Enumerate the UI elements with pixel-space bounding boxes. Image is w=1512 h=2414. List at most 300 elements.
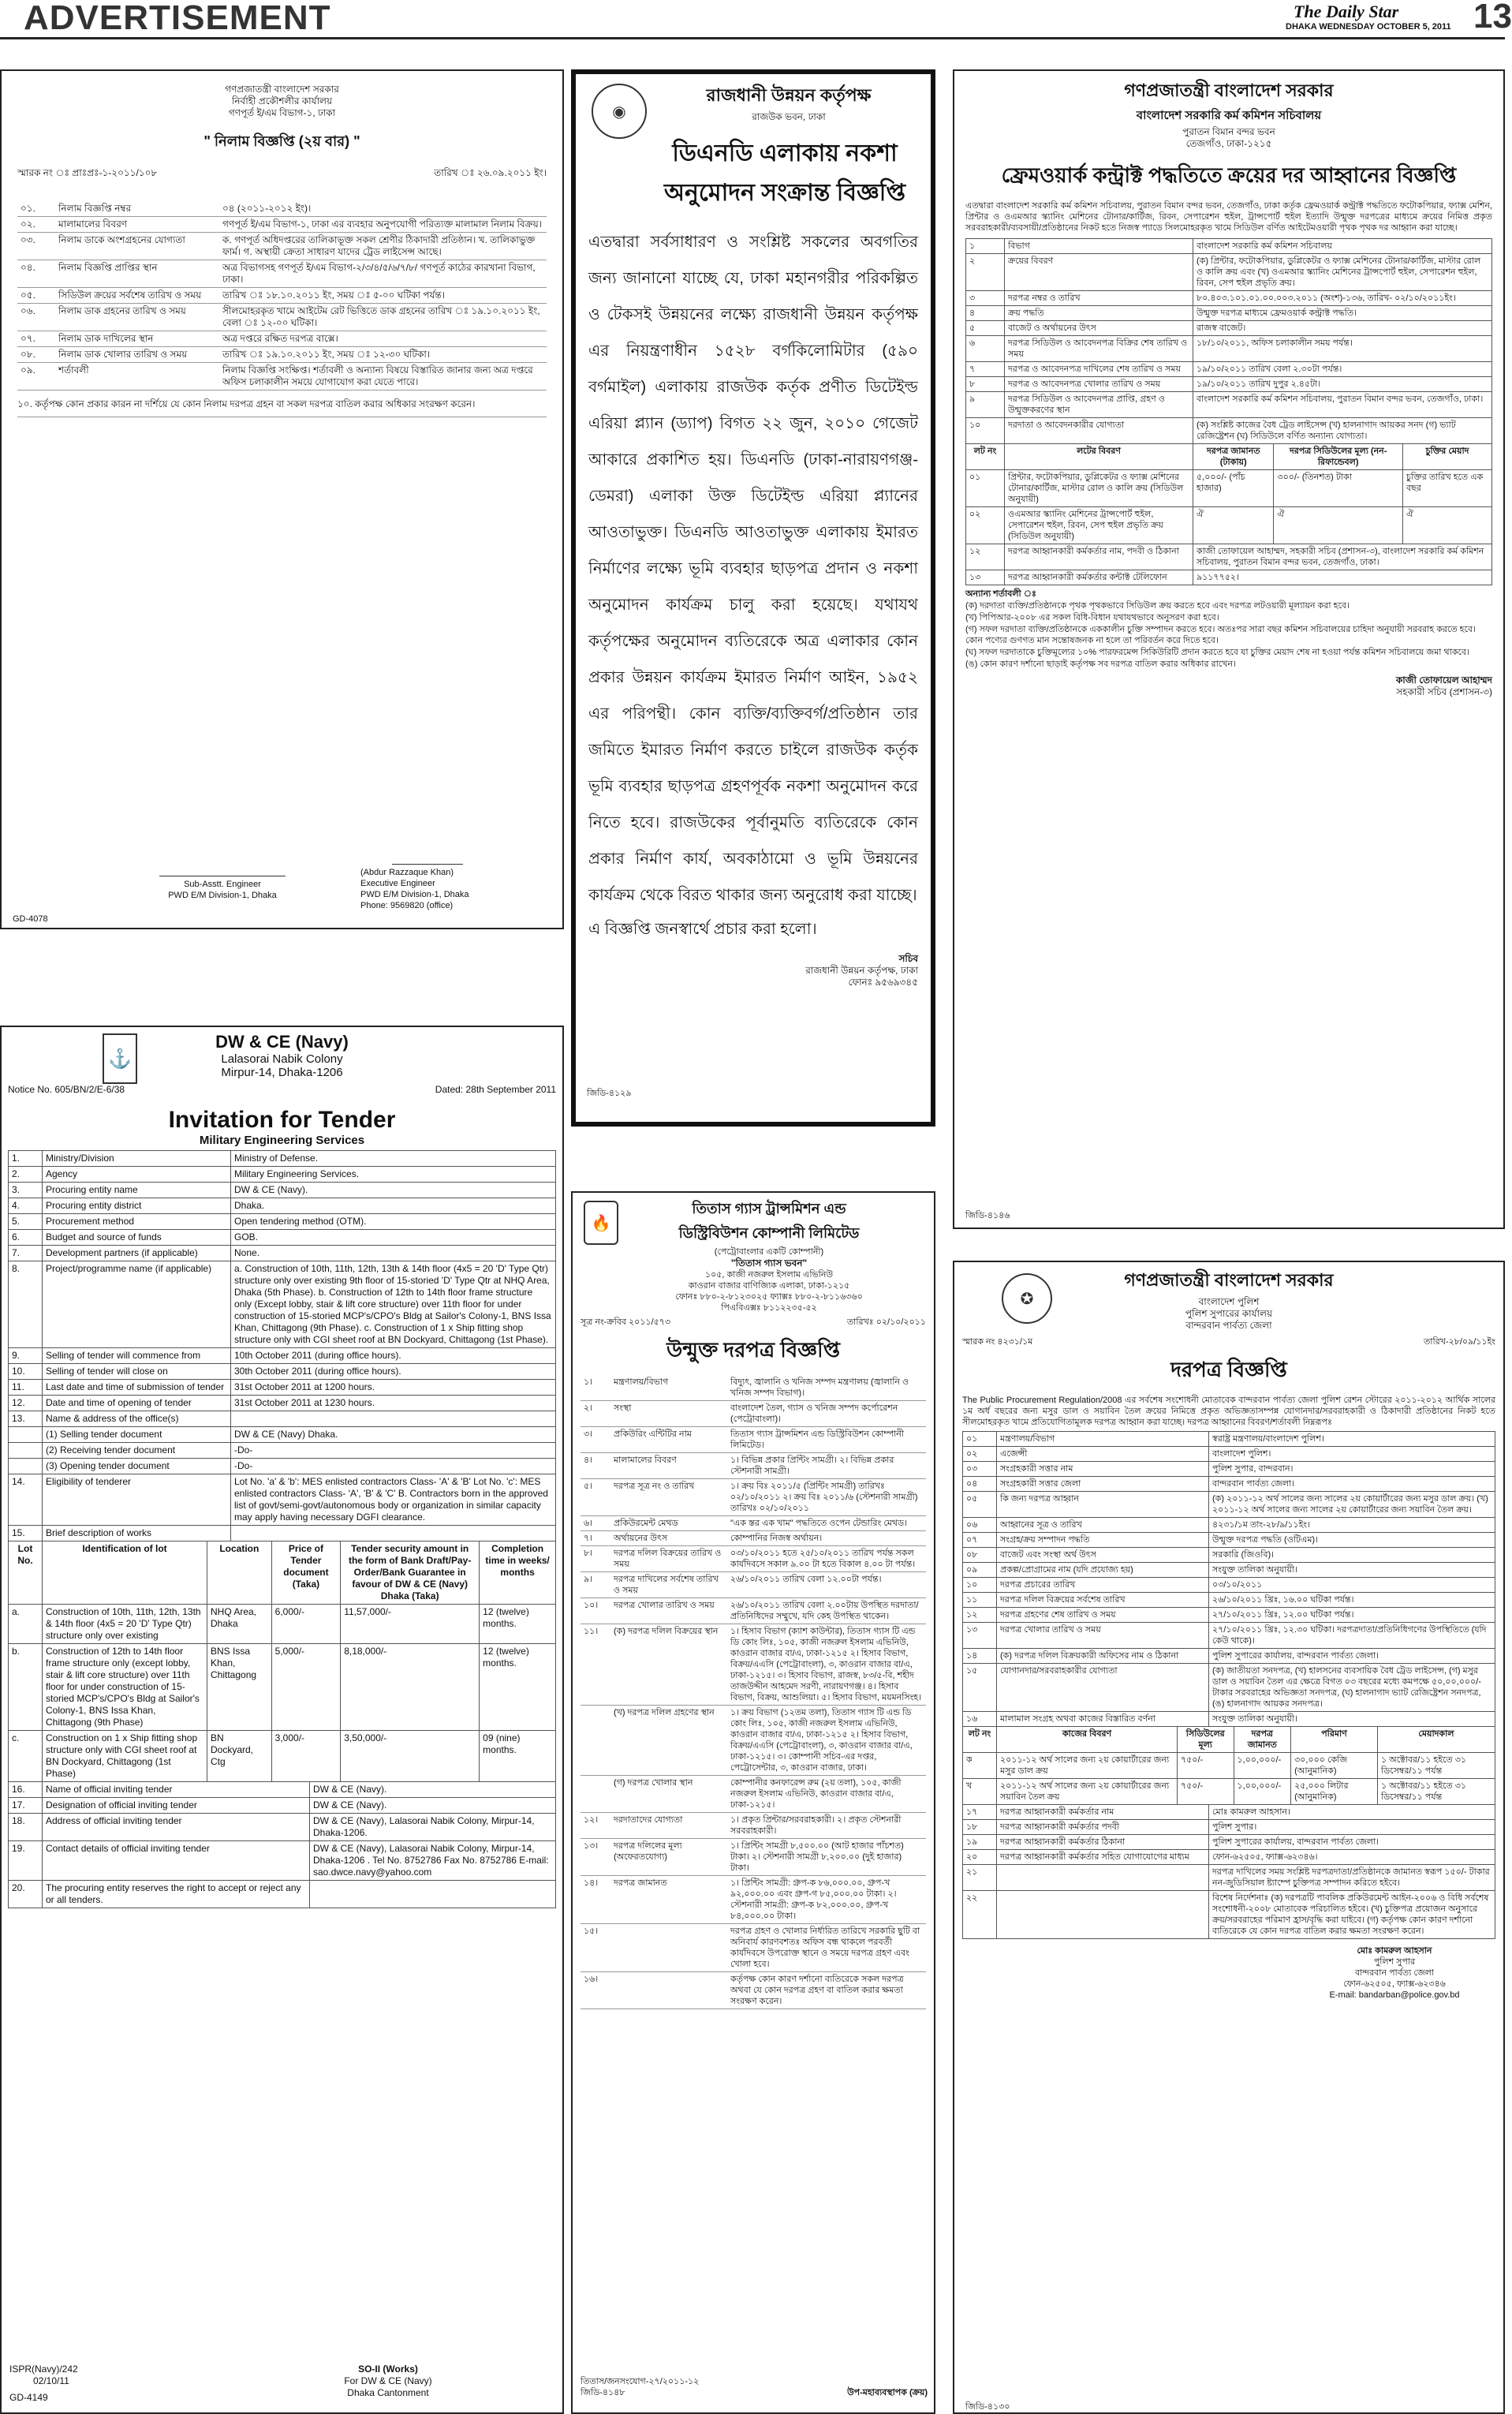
bpsc-header-line: পুরাতন বিমান বন্দর ভবন <box>1182 126 1275 137</box>
titas-row-cell: ১। প্রকৃত প্রিন্টার/সরবরাহকারী। ২। প্রকৃত স্টেশনারী সরবরাহকারী। <box>727 1813 926 1839</box>
navy-row-cell: 5. <box>9 1214 43 1230</box>
police-row <box>963 1865 1495 1891</box>
navy-lot-row-cell: Construction of 10th, 11th, 12th, 13th & 14th floor (4x5 = 20 'D' Type Qtr) structure only over existing <box>43 1605 207 1644</box>
pwd-row-cell: ০৯. <box>17 363 55 390</box>
navy-row-cell: Designation of official inviting tender <box>43 1798 310 1814</box>
bpsc-row-cell: ৩ <box>966 291 1005 306</box>
bpsc-lot-row-cell: ০১ <box>966 470 1005 507</box>
pwd-row-cell: মালামালের বিবরণ <box>55 217 219 233</box>
police-row-cell: ০৫ <box>963 1492 997 1518</box>
police-row-cell: বান্দরবান পার্বত্য জেলা। <box>1209 1477 1495 1492</box>
titas-row-cell: (গ) দরপত্র খোলার স্থান <box>610 1776 727 1813</box>
rajuk-sign-line: ফোনঃ ৯৫৬৯৩৪৫ <box>848 977 918 988</box>
police-row-cell: দরপত্র গ্রহণের শেষ তারিখ ও সময় <box>997 1608 1209 1623</box>
police-row-cell: ১৩ <box>963 1623 997 1649</box>
pwd-row-cell: নিলাম বিজ্ঞপ্তি নম্বর <box>55 201 219 217</box>
pwd-row <box>17 331 547 347</box>
navy-lot-row-cell: c. <box>9 1731 43 1782</box>
titas-row <box>581 1924 926 1972</box>
police-row-cell: দরপত্র খোলার তারিখ ও সময় <box>997 1623 1209 1649</box>
pwd-row-cell: শর্তাবলী <box>55 363 219 390</box>
police-title: দরপত্র বিজ্ঞপ্তি <box>1170 1358 1287 1381</box>
police-row <box>963 1492 1495 1518</box>
navy-row-cell: 3. <box>9 1183 43 1198</box>
titas-header-line: তিতাস গ্যাস ট্রান্সমিশন এন্ড <box>692 1201 846 1216</box>
titas-row <box>581 1813 926 1839</box>
navy-row-cell: 15. <box>9 1526 43 1541</box>
police-row-cell: যোগানদার/সরবরাহকারীর যোগ্যতা <box>997 1664 1209 1712</box>
police-row <box>963 1533 1495 1548</box>
titas-row-cell: ২৬/১০/২০১১ তারিখ বেলা ১২.০০টা পর্যন্ত। <box>727 1572 926 1598</box>
bpsc-row <box>966 321 1492 336</box>
bpsc-row-cell: বাংলাদেশ সরকারি কর্ম কমিশন সচিবালয়, পুরাতন বিমান বন্দর ভবন, তেজগাঁও, ঢাকা। <box>1193 392 1492 418</box>
navy-lot-header: Location <box>207 1541 272 1605</box>
navy-row-cell: Ministry of Defense. <box>231 1151 556 1167</box>
pwd-sign-left-line: PWD E/M Division-1, Dhaka <box>168 891 277 900</box>
titas-header-line: (পেট্রোবাংলার একটি কোম্পানী) <box>714 1247 824 1257</box>
titas-row-cell: বাংলাদেশ তৈল, গ্যাস ও খনিজ সম্পদ কর্পোরেশন (পেট্রোবাংলা)। <box>727 1401 926 1427</box>
titas-row <box>581 1776 926 1813</box>
navy-lot-row <box>9 1644 556 1731</box>
navy-row-cell: 2. <box>9 1167 43 1183</box>
titas-row-cell: ১১। <box>581 1624 610 1706</box>
bpsc-row-cell: দরদাতা ও আবেদনকারীর যোগ্যতা <box>1005 418 1193 444</box>
police-row-cell: ১৪ <box>963 1649 997 1664</box>
bpsc-term-item: (খ) পিপিআর-২০০৮ এর সকল বিধি-বিধান যথাযথভাবে অনুসরণ করা হবে। <box>965 613 1219 622</box>
navy-row-cell: Budget and source of funds <box>43 1230 231 1246</box>
titas-title: উন্মুক্ত দরপত্র বিজ্ঞপ্তি <box>666 1338 840 1362</box>
police-row <box>963 1477 1495 1492</box>
police-row-cell: ১০ <box>963 1578 997 1593</box>
signature-scribble <box>159 852 286 876</box>
pwd-row <box>17 347 547 363</box>
police-row-cell: কি জন্য দরপত্র আহ্বান <box>997 1492 1209 1518</box>
police-lot-row <box>963 1779 1495 1805</box>
titas-row <box>581 1839 926 1876</box>
bpsc-lot-row-cell: ৩০০/- (তিনশত) টাকা <box>1274 470 1402 507</box>
police-lot-table <box>962 1726 1495 1805</box>
police-lot-row-cell: ২০১১-১২ অর্থ সালের জন্য ২য় কোয়ার্টারের জন্য সয়াবিন তৈল ক্রয় <box>997 1779 1178 1805</box>
pwd-note: ১০. কর্তৃপক্ষ কোন প্রকার কারন না দর্শিয়ে যে কোন নিলাম দরপত্র গ্রহন বা সকল দরপত্র বাতিল করার অধিকার সংরক্ষণ করেন। <box>17 398 547 417</box>
police-lot-header: পরিমাণ <box>1291 1727 1378 1753</box>
navy-row-cell <box>9 1427 43 1443</box>
titas-row-cell: ১০। <box>581 1598 610 1624</box>
pwd-row-cell: ০১. <box>17 201 55 217</box>
navy-row-cell <box>231 1411 556 1427</box>
police-row-cell: ২৭/১০/২০১১ খ্রিঃ, ১২.৩০ ঘটিকা। দরপত্রদাতা/প্রতিনিধিগণের উপস্থিতিতে (যদি কেউ থাকে)। <box>1209 1623 1495 1649</box>
bpsc-row <box>966 336 1492 362</box>
navy-row <box>9 1798 556 1814</box>
police-lot-row-cell: ক <box>963 1753 997 1779</box>
navy-row-cell: DW & CE (Navy). <box>231 1183 556 1198</box>
bpsc-tender-ad <box>953 69 1505 1229</box>
navy-address: Mirpur-14, Dhaka-1206 <box>221 1066 343 1079</box>
navy-row <box>9 1198 556 1214</box>
navy-row-cell: 6. <box>9 1230 43 1246</box>
navy-title: Invitation for Tender <box>168 1107 396 1133</box>
pwd-row <box>17 260 547 288</box>
police-row-cell: ০৪ <box>963 1477 997 1492</box>
titas-row-cell: দরপত্র দলিল বিক্রয়ের তারিখ ও সময় <box>610 1546 727 1572</box>
police-row <box>963 1608 1495 1623</box>
pwd-row-cell: অত্র দপ্তরে রক্ষিত দরপত্র বাক্সে। <box>219 331 547 347</box>
rajuk-signature <box>588 953 918 988</box>
police-row-cell: ০২ <box>963 1447 997 1462</box>
police-row-cell: সংযুক্ত তালিকা অনুযায়ী। <box>1209 1712 1495 1727</box>
police-row-cell: বাংলাদেশ পুলিশ। <box>1209 1447 1495 1462</box>
pwd-header <box>17 84 547 119</box>
bpsc-row <box>966 544 1492 570</box>
navy-lot-row-cell: BN Dockyard, Ctg <box>207 1731 272 1782</box>
pwd-table <box>17 201 547 390</box>
bpsc-table-2 <box>965 544 1492 585</box>
police-lot-row-cell: খ <box>963 1779 997 1805</box>
page-number: 13 <box>1473 0 1512 36</box>
titas-row-cell <box>581 1706 610 1776</box>
bpsc-term-item: (ক) দরদাতা ব্যক্তি/প্রতিষ্ঠানকে পৃথক পৃথকভাবে সিডিউল ক্রয় করতে হবে এবং দরপত্র লটওয়ারী মূল্যায়ন করা হবে। <box>965 601 1350 611</box>
pwd-row <box>17 304 547 331</box>
pwd-row-cell: তারিখ ঃ ১৮.১০.২০১১ ইং, সময় ঃ ৫-০০ ঘটিকা পর্যন্ত। <box>219 288 547 304</box>
navy-row-cell: Lot No. 'a' & 'b': MES enlisted contractors Class- 'A' & 'B' Lot No. 'c': MES enlisted contractors Class- 'A', 'B' & 'C' B. Contractors born in the approved list of govt/semi-govt/autonomous body or organization in similar capacity may apply having necessary DGFI clearance. <box>231 1474 556 1526</box>
police-row-cell: পুলিশ সুপারের কার্যালয়, বান্দরবান পার্বত্য জেলা। <box>1209 1649 1495 1664</box>
section-title: ADVERTISEMENT <box>24 0 331 37</box>
police-row-cell: ০৬ <box>963 1518 997 1533</box>
navy-row-cell: Address of official inviting tender <box>43 1814 310 1841</box>
navy-row-cell: a. Construction of 10th, 11th, 12th, 13th & 14th floor (4x5 = 20 'D' Type Qtr) structure only over existing 9th floor of 15-storied 'D' Type Qtr at NHQ Area, Dhaka (5th Phase). b. Construction of 12th to 14th floor frame structure only (Except lobby, stair & lift core structure) over 11th floor for under construction of 15-storied MCP's/CPO's Bldg at Sailor's Colony-1, BNS Issa Khan, Chittagong (9th Phase). c. Construction of 1 x Ship fitting shop structure only with CGI sheet roof at BN Dockyard, Chittagong (1st Phase). <box>231 1261 556 1348</box>
police-row-cell: (ক) দরপত্র দলিল বিক্রয়কারী অফিসের নাম ও ঠিকানা <box>997 1649 1209 1664</box>
navy-row-cell: Selling of tender will commence from <box>43 1348 231 1364</box>
navy-lot-row-cell: 5,000/- <box>271 1644 341 1731</box>
navy-row <box>9 1411 556 1427</box>
navy-lot-row-cell: 11,57,000/- <box>341 1605 480 1644</box>
police-row-cell: ০৯ <box>963 1563 997 1578</box>
police-table-2 <box>962 1804 1495 1939</box>
navy-notice-no: Notice No. 605/BN/2/E-6/38 <box>8 1084 125 1095</box>
titas-row-cell: ৩। <box>581 1427 610 1453</box>
titas-tender-ad <box>571 1191 935 2414</box>
navy-row-cell: Procuring entity district <box>43 1198 231 1214</box>
rajuk-sign-line: রাজধানী উন্নয়ন কর্তৃপক্ষ, ঢাকা <box>805 965 918 976</box>
pwd-row-cell: ০৬. <box>17 304 55 331</box>
titas-row <box>581 1706 926 1776</box>
bpsc-row-cell: ৯ <box>966 392 1005 418</box>
bpsc-row-cell: দরপত্র সিডিউল ও আবেদনপত্র বিক্রির শেষ তারিখ ও সময় <box>1005 336 1193 362</box>
titas-row <box>581 1531 926 1546</box>
navy-sign-line: For DW & CE (Navy) <box>344 2375 432 2386</box>
navy-lot-row-cell: BNS Issa Khan, Chittagong <box>207 1644 272 1731</box>
navy-row <box>9 1261 556 1348</box>
police-row-cell: পুলিশ সুপার, বান্দরবান। <box>1209 1462 1495 1477</box>
police-table <box>962 1431 1495 1727</box>
police-row <box>963 1712 1495 1727</box>
police-sign-line: পুলিশ সুপার <box>1373 1957 1416 1967</box>
navy-row-cell <box>231 1526 556 1541</box>
navy-row <box>9 1841 556 1881</box>
titas-row-cell: ১৩। <box>581 1839 610 1876</box>
police-row-cell: প্রকল্প/প্রোগ্রামের নাম (যদি প্রযোজ্য হয়) <box>997 1563 1209 1578</box>
navy-row-cell: 31st October 2011 at 1200 hours. <box>231 1380 556 1396</box>
rajuk-notice-ad <box>571 69 935 1127</box>
police-sign-line: ফোন-৬২৫০৫, ফ্যাক্স-৬২৩৪৬ <box>1343 1979 1446 1989</box>
bpsc-sign-line: কাজী তোফায়েল আহাম্মদ <box>1395 674 1492 686</box>
police-row-cell: মোঃ কামরুল আহসান। <box>1209 1805 1495 1820</box>
titas-date: তারিখঃ ০২/১০/২০১১ <box>846 1317 926 1327</box>
bpsc-lot-row <box>966 470 1492 507</box>
rajuk-org: রাজধানী উন্নয়ন কর্তৃপক্ষ <box>706 85 872 105</box>
navy-row <box>9 1427 556 1443</box>
bpsc-code: জিডি-৪১৪৬ <box>965 1211 1010 1220</box>
navy-lot-row <box>9 1731 556 1782</box>
rajuk-address: রাজউক ভবন, ঢাকা <box>752 111 826 122</box>
titas-row-cell: ১। হিসাব বিভাগ (ক্যাশ কাউন্টার), তিতাস গ্যাস টি এন্ড ডি কোং লিঃ, ১০৫, কাজী নজরুল ইসলাম এভিনিউ, কাওরান বাজার বা/এ, ঢাকা-১২১৫ ২। হিসাব বিভাগ, বিক্রয়/এএসি (পেট্রোবাংলা), ৩, কাওরান বাজার বা/এ, ঢাকা-১২১৫। ৩। হিসাব বিভাগ, রাজস্ব, ৮৩/৫-বি, শহীদ তাজউদ্দীন আহমেদ সরণী, নারায়ণগঞ্জ। ৪। হিসাব বিভাগ, বিক্রয়, আশুলিয়া। ৫। হিসাব বিভাগ, ময়মনসিংহ। <box>727 1624 926 1706</box>
police-row-cell: (ক) জাতীয়তা সনদপত্র, (খ) হালসনের ব্যবসায়িক বৈধ ট্রেড লাইসেন্স, (গ) মসুর ডাল ও সয়াবিন তৈল এর ক্ষেত্রে বিগত ০৩ বছরের মধ্যে কমপক্ষে ৫০,০০,০০০/- টাকার সরবরাহের অভিজ্ঞতা সনদপত্র, (ঘ) হালনাগাদ ভ্যাট রেজিষ্ট্রেশন সনদপত্র, (ঙ) হালনাগাদ আয়কর সনদপত্র। <box>1209 1664 1495 1712</box>
navy-row-cell <box>310 1881 556 1908</box>
navy-row-cell: Procuring entity name <box>43 1183 231 1198</box>
police-row-cell: দরপত্র আহ্বানকারী কর্মকর্তার নাম <box>997 1805 1209 1820</box>
titas-table <box>581 1375 926 2009</box>
dateline: DHAKA WEDNESDAY OCTOBER 5, 2011 <box>1286 22 1451 32</box>
police-row-cell: ০৩ <box>963 1462 997 1477</box>
navy-lot-row-cell: 6,000/- <box>271 1605 341 1644</box>
navy-row <box>9 1230 556 1246</box>
titas-row-cell: ১। প্রিন্টিং সামগ্রী ৮,৫০০.০০ (আট হাজার পাঁচশত) টাকা। ২। স্টেশনারী সামগ্রী ৮,২০০.০০ (দুই হাজার) টাকা। <box>727 1839 926 1876</box>
navy-lot-header: Lot No. <box>9 1541 43 1605</box>
bpsc-row-cell: ৫ <box>966 321 1005 336</box>
bpsc-row-cell: ৮ <box>966 377 1005 392</box>
bpsc-row-cell: ১২ <box>966 544 1005 570</box>
navy-row <box>9 1348 556 1364</box>
navy-row-cell: DW & CE (Navy). <box>310 1798 556 1814</box>
police-row-cell: সংগ্রহকারী সত্তার জেলা <box>997 1477 1209 1492</box>
navy-lot-header: Completion time in weeks/ months <box>480 1541 556 1605</box>
navy-row-cell: Agency <box>43 1167 231 1183</box>
police-lot-row-cell: ৭৫০/- <box>1178 1753 1234 1779</box>
police-row-cell: (ক) ২০১১-১২ অর্থ সালের জন্য সালের ২য় কোয়ার্টারের জন্য মসুর ডাল ক্রয়। (খ) ২০১১-১২ অর্থ সালের জন্য সালের ২য় কোয়ার্টারের জন্য সয়াবিন তৈল ক্রয়। <box>1209 1492 1495 1518</box>
pwd-row <box>17 288 547 304</box>
bpsc-lot-row-cell: ঐ <box>1402 507 1491 544</box>
pwd-row-cell: নিলাম বিজ্ঞপ্তি সংক্ষিপ্ত। শর্তাবলী ও অন্যান্য বিষয়ে বিস্তারিত জানার জন্য অত্র দপ্তরে অফিস চলাকালীন সময়ে যোগাযোগ করা যেতে পারে। <box>219 363 547 390</box>
bpsc-row <box>966 392 1492 418</box>
police-row-cell: ২৬/১০/২০১১ খ্রিঃ, ১৬.০০ ঘটিকা পর্যন্ত। <box>1209 1593 1495 1608</box>
police-intro: The Public Procurement Regulation/2008 এর সর্বশেষ সংশোধনী মোতাবেক বান্দরবান পার্বত্য জেলা পুলিশ রেশন স্টোরের ২০১১-২০১২ আর্থিক সালের ১ম অর্ধ বছরের জন্য মসুর ডাল ও সয়াবিন তৈল ক্রয়ের নিমিত্তে প্রকৃত অভিজ্ঞতাসম্পন্ন যোগানদার/সরবরাহকারী ও ঠিকাদারী প্রতিষ্ঠানের নিকট হতে সীলমোহরকৃত খামে প্রতিযোগিতামূলক দরপত্র আহ্বান করা যাচ্ছে। দরপত্র আহ্বানের বিবরণ/শর্তাবলী নিম্নরূপঃ <box>962 1396 1495 1427</box>
titas-row-cell: ১। ক্রয় বিঃ ২০১১/৫ (প্রিন্টিং সামগ্রী) তারিখঃ ০২/১০/২০১১ ২। ক্রয় বিঃ ২০১১/৬ (স্টেশনারী সামগ্রী) তারিখঃ ০২/১০/২০১১ <box>727 1479 926 1516</box>
bpsc-row <box>966 306 1492 321</box>
titas-row <box>581 1972 926 2009</box>
navy-row-cell: DW & CE (Navy), Lalasorai Nabik Colony, Mirpur-14, Dhaka-1206. <box>310 1814 556 1841</box>
titas-code: জিডি-৪১৪৮ <box>581 2388 625 2397</box>
navy-row-cell: 16. <box>9 1782 43 1798</box>
police-row <box>963 1820 1495 1835</box>
bpsc-row-cell: বাংলাদেশ সরকারি কর্ম কমিশন সচিবালয় <box>1193 239 1492 254</box>
pwd-row <box>17 233 547 260</box>
bpsc-sign-line: সহকারী সচিব (প্রশাসন-৩) <box>1396 686 1492 697</box>
police-row-cell: আহ্বানের সূত্র ও তারিখ <box>997 1518 1209 1533</box>
titas-row-cell: দরদাতাদের যোগ্যতা <box>610 1813 727 1839</box>
police-row <box>963 1649 1495 1664</box>
titas-row-cell: ১। প্রিন্টিং সামগ্রী: গ্রুপ-ক ৮৬,০০০.০০, গ্রুপ-খ ৯২,০০০.০০ এবং গ্রুপ-গ ৮৫,০০০.০০ টাকা। ২। স্টেশনারী সামগ্রী: গ্রুপ-ক ৮২,০০০.০০, গ্রুপ-খ ৮৪,০০০.০০ টাকা। <box>727 1876 926 1924</box>
navy-row-cell: 10th October 2011 (during office hours). <box>231 1348 556 1364</box>
titas-row <box>581 1876 926 1924</box>
pwd-row-cell: নিলাম ডাক খোলার তারিখ ও সময় <box>55 347 219 363</box>
titas-row <box>581 1546 926 1572</box>
titas-row <box>581 1516 926 1531</box>
bpsc-row-cell: (ক) সংশ্লিষ্ট কাজের বৈধ ট্রেড লাইসেন্স (খ) হালনাগাদ আয়কর সনদ (গ) ভ্যাট রেজিষ্ট্রেশন (ঘ) সিডিউলে বর্ণিত অন্যান্য যোগ্যতা। <box>1193 418 1492 444</box>
titas-row-cell: দরপত্র দাখিলের সর্বশেষ তারিখ ও সময় <box>610 1572 727 1598</box>
police-row-cell: ১১ <box>963 1593 997 1608</box>
navy-row <box>9 1246 556 1261</box>
bpsc-row-cell: রাজস্ব বাজেট। <box>1193 321 1492 336</box>
navy-row <box>9 1380 556 1396</box>
titas-row-cell: ০৩/১০/২০১১ হতে ২৫/১০/২০১১ তারিখ পর্যন্ত সকল কার্যদিবসে সকাল ৯.০০ টা হতে বিকাল ৪.০০ টা পর্যন্ত। <box>727 1546 926 1572</box>
police-row-cell: পুলিশ সুপার। <box>1209 1820 1495 1835</box>
navy-row-cell: None. <box>231 1246 556 1261</box>
police-row-cell: ০৮ <box>963 1548 997 1563</box>
navy-row-cell: GOB. <box>231 1230 556 1246</box>
police-row-cell: ফোন-৬২৫০৫, ফ্যাক্স-৬২৩৪৬। <box>1209 1850 1495 1865</box>
police-lot-row-cell: ১ অক্টোবর/১১ হইতে ৩১ ডিসেম্বর/১১ পর্যন্ত <box>1377 1753 1495 1779</box>
police-lot-row-cell: ১ অক্টোবর/১১ হইতে ৩১ ডিসেম্বর/১১ পর্যন্ত <box>1377 1779 1495 1805</box>
navy-ispr-date: 02/10/11 <box>33 2375 69 2386</box>
navy-row-cell: 7. <box>9 1246 43 1261</box>
titas-row-cell: ১২। <box>581 1813 610 1839</box>
police-row-cell: উন্মুক্ত দরপত্র পদ্ধতি (ওটিএম)। <box>1209 1533 1495 1548</box>
bpsc-row-cell: দরপত্র ও আবেদনপত্র দাখিলের শেষ তারিখ ও সময় <box>1005 362 1193 377</box>
bpsc-lot-row-cell: ০২ <box>966 507 1005 544</box>
police-row-cell: ০১ <box>963 1432 997 1447</box>
titas-row <box>581 1453 926 1479</box>
bpsc-lot-row-cell: চুক্তির তারিখ হতে এক বছর <box>1402 470 1491 507</box>
navy-lot-header: Tender security amount in the form of Bank Draft/Pay-Order/Bank Guarantee in favour of DW & CE (Navy) Dhaka (Taka) <box>341 1541 480 1605</box>
titas-row-cell: ৪। <box>581 1453 610 1479</box>
police-header-line: গণপ্রজাতন্ত্রী বাংলাদেশ সরকার <box>1124 1270 1334 1290</box>
police-logo-icon: ✪ <box>1002 1273 1052 1324</box>
bpsc-row <box>966 291 1492 306</box>
navy-row-cell: DW & CE (Navy). <box>310 1782 556 1798</box>
titas-row-cell: ৭। <box>581 1531 610 1546</box>
navy-sign-line: Dhaka Cantonment <box>347 2387 429 2398</box>
police-row <box>963 1835 1495 1850</box>
bpsc-row-cell: ৪ <box>966 306 1005 321</box>
titas-row-cell: সংস্থা <box>610 1401 727 1427</box>
navy-row-cell: Date and time of opening of tender <box>43 1396 231 1411</box>
titas-row-cell: কোম্পানির নিজস্ব অর্থায়ন। <box>727 1531 926 1546</box>
pwd-title: " নিলাম বিজ্ঞপ্তি (২য় বার) " <box>203 133 360 149</box>
bpsc-row-cell: ক্রয়ের বিবরণ <box>1005 254 1193 291</box>
navy-row-cell: -Do- <box>231 1459 556 1474</box>
titas-row-cell: দরপত্র জামানত <box>610 1876 727 1924</box>
navy-row-cell: Project/programme name (if applicable) <box>43 1261 231 1348</box>
police-row <box>963 1850 1495 1865</box>
bpsc-lot-row-cell: ঐ <box>1193 507 1274 544</box>
bpsc-row <box>966 377 1492 392</box>
navy-lot-row-cell: 09 (nine) months. <box>480 1731 556 1782</box>
titas-row-cell: তিতাস গ্যাস ট্রান্সমিশন এন্ড ডিস্ট্রিবিউশন কোম্পানী লিমিটেড। <box>727 1427 926 1453</box>
navy-row <box>9 1881 556 1908</box>
bpsc-row-cell: বিভাগ <box>1005 239 1193 254</box>
bpsc-row-cell: দরপত্র সিডিউল ও আবেদনপত্র প্রাপ্তি, গ্রহণ ও উন্মুক্তকরণের স্থান <box>1005 392 1193 418</box>
police-header-line: বান্দরবান পার্বত্য জেলা <box>1185 1320 1272 1331</box>
titas-header-line: ডিস্ট্রিবিউশন কোম্পানী লিমিটেড <box>678 1225 860 1241</box>
pwd-row-cell: ০৮. <box>17 347 55 363</box>
bpsc-lot-header: লট নং <box>966 444 1005 470</box>
navy-row-cell: -Do- <box>231 1443 556 1459</box>
navy-subtitle: Military Engineering Services <box>199 1134 365 1147</box>
navy-lot-header: Identification of lot <box>43 1541 207 1605</box>
titas-row-cell: কোম্পানীর কনফারেন্স রুম (২য় তলা), ১০৫, কাজী নজরুল ইসলাম এভিনিউ, কাওরান বাজার বা/এ, ঢাকা-১২১৫। <box>727 1776 926 1813</box>
navy-row-cell <box>9 1443 43 1459</box>
navy-row-cell: Development partners (if applicable) <box>43 1246 231 1261</box>
rajuk-sign-line: সচিব <box>898 953 918 964</box>
navy-row-cell: Ministry/Division <box>43 1151 231 1167</box>
police-row-cell: ২৭/১০/২০১১ খ্রিঃ, ১২.০০ ঘটিকা পর্যন্ত। <box>1209 1608 1495 1623</box>
bpsc-table <box>965 238 1492 444</box>
pwd-code: GD-4078 <box>13 914 48 924</box>
navy-row-cell: 18. <box>9 1814 43 1841</box>
navy-lot-row-cell: 3,50,000/- <box>341 1731 480 1782</box>
bpsc-lot-header: দরপত্র জামানত (টাকায়) <box>1193 444 1274 470</box>
navy-lot-row-cell: NHQ Area, Dhaka <box>207 1605 272 1644</box>
titas-row-cell: ৯। <box>581 1572 610 1598</box>
navy-row-cell: 11. <box>9 1380 43 1396</box>
titas-row-cell: ২৬/১০/২০১১ তারিখ বেলা ২.০০টায় উপস্থিত দরদাতা/প্রতিনিধিদের সম্মুখে, যদি কেহ উপস্থিত থাকেন। <box>727 1598 926 1624</box>
navy-row-cell: 31st October 2011 at 1230 hours. <box>231 1396 556 1411</box>
navy-row-cell: Contact details of official inviting tender <box>43 1841 310 1881</box>
navy-row-cell: Brief description of works <box>43 1526 231 1541</box>
navy-row-cell: Military Engineering Services. <box>231 1167 556 1183</box>
police-row-cell: সংগ্রহ/ক্রয় সম্পাদন পদ্ধতি <box>997 1533 1209 1548</box>
navy-row <box>9 1782 556 1798</box>
titas-row-cell: অর্থায়নের উৎস <box>610 1531 727 1546</box>
police-row <box>963 1623 1495 1649</box>
titas-header-line: "তিতাস গ্যাস ভবন" <box>730 1257 808 1269</box>
pwd-row-cell: নিলাম ডাক গ্রহনের তারিখ ও সময় <box>55 304 219 331</box>
pwd-row-cell: নিলাম ডাক দাখিলের স্থান <box>55 331 219 347</box>
police-row-cell: ০৩/১০/২০১১ <box>1209 1578 1495 1593</box>
titas-row-cell: ১৬। <box>581 1972 610 2009</box>
police-lot-header: লট নং <box>963 1727 997 1753</box>
pwd-row-cell: তারিখ ঃ ১৯.১০.২০১১ ইং, সময় ঃ ১২-৩০ ঘটিকা। <box>219 347 547 363</box>
bpsc-lot-table <box>965 443 1492 544</box>
pwd-auction-ad <box>0 69 564 929</box>
bpsc-row-cell: ২ <box>966 254 1005 291</box>
navy-row-cell: DW & CE (Navy), Lalasorai Nabik Colony, Mirpur-14, Dhaka-1206 . Tel No. 8752786 Fax No. 8752786 E-mail: sao.dwce.navy@yahoo.com <box>310 1841 556 1881</box>
bpsc-lot-row-cell: প্রিন্টার, ফটোকপিয়ার, ডুপ্লিকেটর ও ফ্যাক্স মেশিনের টোনার/কার্টিজ, মাস্টার রোল ও কালি ক্রয় (সিডিউল অনুযায়ী) <box>1005 470 1193 507</box>
bpsc-row-cell: (ক) প্রিন্টার, ফটোকপিয়ার, ডুপ্লিকেটর ও ফ্যাক্স মেশিনের টোনার/কার্টিজ, মাস্টার রোল ও কালি ক্রয় এবং (খ) ওএমআর স্ক্যানিং মেশিনের ট্রান্সপোর্ট হুইল, সেপারেশন হুইল, রিবন, সেপ হুইল প্রভৃতি ক্রয়। <box>1193 254 1492 291</box>
bpsc-lot-header: দরপত্র সিডিউলের মূল্য (নন-রিফান্ডেবল) <box>1274 444 1402 470</box>
titas-footer <box>581 2376 928 2398</box>
bpsc-intro: এতদ্বারা বাংলাদেশ সরকারি কর্ম কমিশন সচিবালয়, পুরাতন বিমান বন্দর ভবন, তেজগাঁও, ঢাকা কর্তৃক ফ্রেমওয়ার্ক কন্ট্রাক্ট পদ্ধতিতে ফটোকপিয়ার, ফ্যাক্স মেশিন, প্রিন্টার ও ওএমআর স্ক্যানিং মেশিনের টোনার/কার্টিজ, রিবন, সেপারেশন হুইল, ট্রান্সপোর্ট হুইল ইত্যাদি উন্মুক্ত দরপত্রের মাধ্যমে ক্রয়ের নিমিত্ত প্রকৃত সরবরাহকারী/ব্যবসায়ী/প্রতিষ্ঠানের নিকট হতে নিজস্ব প্যাডে সিলমোহরকৃত খামে সিডিউল বর্ণিত আইটেমওয়ারী পৃথক পৃথক দর আহ্বান করা যাচ্ছে। <box>965 201 1492 233</box>
titas-row <box>581 1572 926 1598</box>
navy-row <box>9 1364 556 1380</box>
pwd-header-line: গণপূর্ত ই/এম বিভাগ-১, ঢাকা <box>228 107 336 118</box>
bpsc-row-cell: ক্রয় পদ্ধতি <box>1005 306 1193 321</box>
pwd-row-cell: সিডিউল ক্রয়ের সর্বশেষ তারিখ ও সময় <box>55 288 219 304</box>
navy-lot-row-cell: a. <box>9 1605 43 1644</box>
navy-row-cell: Last date and time of submission of tender <box>43 1380 231 1396</box>
navy-code: GD-4149 <box>9 2392 48 2403</box>
police-row-cell: দরপত্র আহ্বানকারী কর্মকর্তার সহিত যোগাযোগের মাধ্যম <box>997 1850 1209 1865</box>
bpsc-row-cell: ১৯/১০/২০১১ তারিখ বেলা ২.৩০টা পর্যন্ত। <box>1193 362 1492 377</box>
navy-lot-row-cell: Construction of 12th to 14th floor frame structure only (except lobby, stair & lift core structure) over 11th floor for under construction of 15-storied MCP's/CPO's Bldg at Sailor's Colony-1, BNS Issa Khan, Chittagong (9th Phase) <box>43 1644 207 1731</box>
bpsc-row-cell: ১৩ <box>966 570 1005 585</box>
police-row-cell: সংযুক্ত তালিকা অনুযায়ী। <box>1209 1563 1495 1578</box>
bpsc-row-cell: দরপত্র আহ্বানকারী কর্মকর্তার কন্টাক্ট টেলিফোন <box>1005 570 1193 585</box>
pwd-row <box>17 363 547 390</box>
titas-row-cell <box>610 1924 727 1972</box>
bpsc-lot-header: লটের বিবরণ <box>1005 444 1193 470</box>
bpsc-row-cell: ১৮/১০/২০১১, অফিস চলাকালীন সময় পর্যন্ত। <box>1193 336 1492 362</box>
navy-row-cell <box>9 1459 43 1474</box>
